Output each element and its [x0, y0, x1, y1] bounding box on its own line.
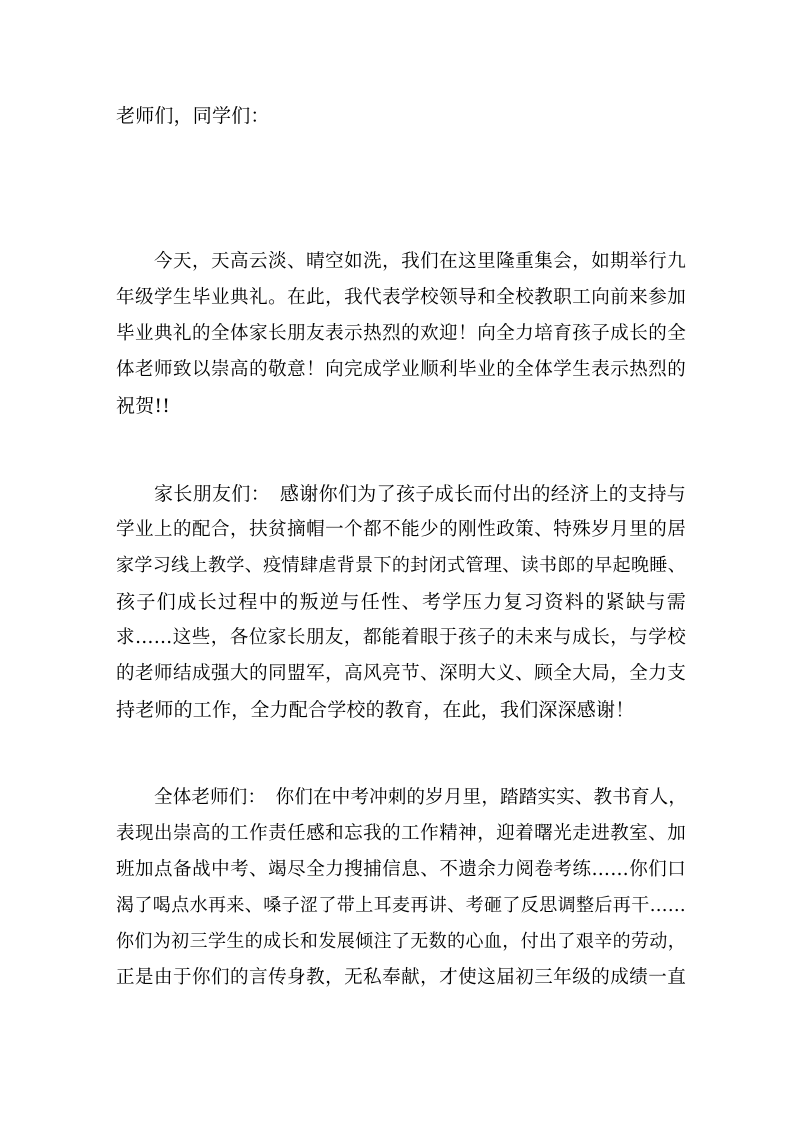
paragraph-1-line-5: 祝贺!! — [116, 395, 171, 417]
paragraph-3-line-3: 班加点备战中考、竭尽全力搜捕信息、不遗余力阅卷考练……你们口 — [116, 859, 686, 880]
paragraph-2-line-2: 学业上的配合，扶贫摘帽一个都不能少的刚性政策、特殊岁月里的居 — [116, 519, 686, 540]
paragraph-2-line-6: 的老师结成强大的同盟军，高风亮节、深明大义、顾全大局，全力支 — [116, 663, 686, 684]
paragraph-2-line-1: 家长朋友们： 感谢你们为了孩子成长而付出的经济上的支持与 — [154, 483, 686, 505]
paragraph-3-line-2: 表现出崇高的工作责任感和忘我的工作精神，迎着曙光走进教室、加 — [116, 823, 686, 844]
paragraph-2-line-5: 求……这些，各位家长朋友，都能着眼于孩子的未来与成长，与学校 — [116, 627, 686, 648]
paragraph-2-line-4: 孩子们成长过程中的叛逆与任性、考学压力复习资料的紧缺与需 — [116, 591, 686, 613]
paragraph-3-line-6: 正是由于你们的言传身教，无私奉献，才使这届初三年级的成绩一直 — [116, 967, 686, 988]
paragraph-3-line-5: 你们为初三学生的成长和发展倾注了无数的心血，付出了艰辛的劳动， — [116, 931, 686, 952]
salutation: 老师们，同学们： — [116, 105, 270, 127]
paragraph-2-line-7: 持老师的工作，全力配合学校的教育，在此，我们深深感谢！ — [116, 699, 635, 721]
paragraph-3-line-1: 全体老师们： 你们在中考冲刺的岁月里，踏踏实实、教书育人， — [154, 787, 688, 808]
paragraph-1-line-2: 年级学生毕业典礼。在此，我代表学校领导和全校教职工向前来参加 — [116, 287, 686, 308]
paragraph-1-line-4: 体老师致以崇高的敬意！向完成学业顺利毕业的全体学生表示热烈的 — [116, 359, 686, 380]
paragraph-1-line-1: 今天，天高云淡、晴空如洗，我们在这里隆重集会，如期举行九 — [154, 251, 686, 272]
paragraph-1-line-3: 毕业典礼的全体家长朋友表示热烈的欢迎！向全力培育孩子成长的全 — [116, 323, 686, 344]
paragraph-2-line-3: 家学习线上教学、疫情肆虐背景下的封闭式管理、读书郎的早起晚睡、 — [116, 555, 686, 576]
paragraph-3-line-4: 渴了喝点水再来、嗓子涩了带上耳麦再讲、考砸了反思调整后再干…… — [116, 895, 686, 916]
